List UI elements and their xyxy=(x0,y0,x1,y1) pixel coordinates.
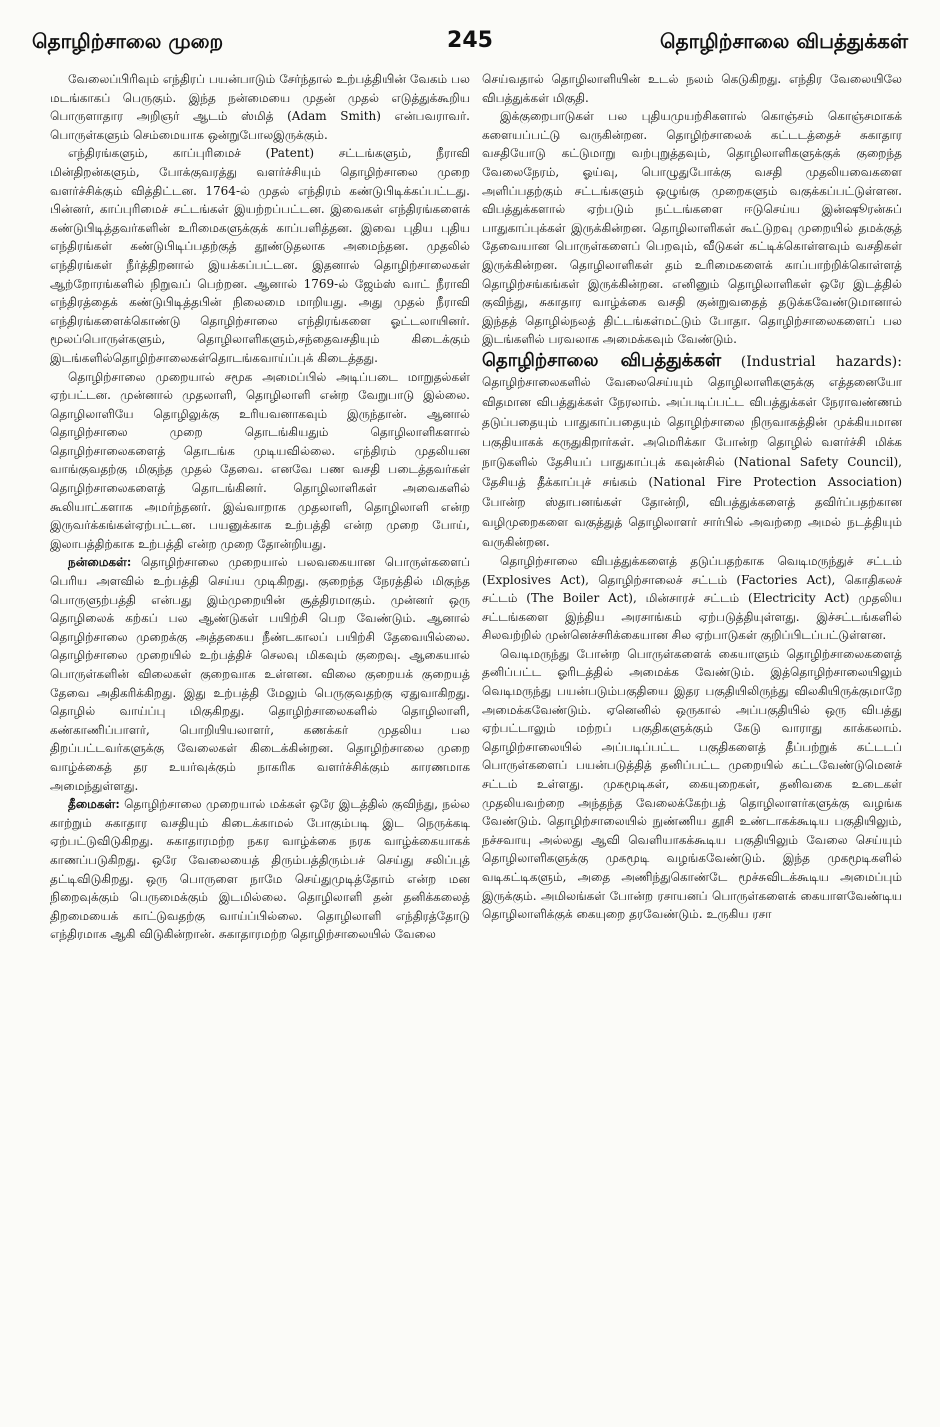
hazards-intro-text: தொழிற்சாலைகளில் வேலைசெய்யும் தொழிலாளிகளுக்கு எத்தனையோ விதமான விபத்துக்கள் நேரலாம். அப்படிப்பட்ட விபத்துக்கள் நேராவண்ணம் தடுப்பதையும் பாதுகாப்பதையும் தொழிற்சாலை நிருவாகத்தின் முக்கியமான பகுதியாகக் கருதுகிறார்கள். அமெரிக்கா போன்ற தொழில் வளர்ச்சி மிக்க நாடுகளில் தேசியப் பாதுகாப்புக் கவுன்சில் (National Safety Council), தேசியத் தீக்காப்புச் சங்கம் (National Fire Protection Association) போன்ற ஸ்தாபனங்கள் தோன்றி, விபத்துக்களைத் தவிர்ப்பதற்கான வழிமுறைகளை வகுத்துத் தொழிலாளர் சார்பில் அவற்றை அமல் நடத்தியும் வருகின்றன. xyxy=(482,374,902,549)
paragraph-explosives-precautions: வெடிமருந்து போன்ற பொருள்களைக் கையாளும் தொழிற்சாலைகளைத் தனிப்பட்ட ஓரிடத்தில் அமைக்க வேண்டும். இத்தொழிற்சாலையிலும் வெடிமருந்து பயன்படும்பகுதியை இதர பகுதியிலிருந்து விலகியிருக்குமாறே அமைக்கவேண்டும். ஏனெனில் ஒருகால் அப்பகுதியில் ஒரு விபத்து ஏற்பட்டாலும் மற்றப் பகுதிகளுக்கும் கேடு வாராது காக்கலாம். தொழிற்சாலையில் அப்படிப்பட்ட பகுதிகளைத் தீப்பற்றுக் கட்டடப் பொருள்களைப் பயன்படுத்தித் தனிப்பட்ட முறையில் கட்டவேண்டுமெனச் சட்டம் உள்ளது. முகமூடிகள், கையுறைகள், தனிவகை உடைகள் முதலியவற்றை அந்தந்த வேலைக்கேற்பத் தொழிலாளர்களுக்கு வழங்க வேண்டும். தொழிற்சாலையில் நுண்ணிய தூசி உண்டாகக்கூடிய பகுதியிலும், நச்சவாயு அல்லது ஆவி வெளியாகக்கூடிய பகுதியிலும் வேலை செய்யும் தொழிலாளிகளுக்கு முகமூடி வழங்கவேண்டும். இந்த முகமூடிகளில் வடிகட்டிகளும், அதை அணிந்துகொண்டே மூச்சுவிடக்கூடிய அமைப்பும் இருக்கும். அமிலங்கள் போன்ற ரசாயனப் பொருள்களைக் கையாளவேண்டிய தொழிலாளிக்குக் கையுறை தரவேண்டும். உருகிய ரசா xyxy=(482,646,902,922)
paragraph-division-of-labour: வேலைப்பிரிவும் எந்திரப் பயன்பாடும் சேர்ந்தால் உற்பத்தியின் வேகம் பல மடங்காகப் பெருகும். இந்த நன்மையை முதன் முதல் எடுத்துக்கூறிய பொருளாதார அறிஞர் ஆடம் ஸ்மித் (Adam Smith) என்பவராவர். பொருள்களும் செம்மையாக ஒன்றுபோலஇருக்கும். xyxy=(50,72,470,142)
paragraph-continuation: செய்வதால் தொழிலாளியின் உடல் நலம் கெடுகிறது. எந்திர வேலையிலே விபத்துக்கள் மிகுதி. xyxy=(482,72,902,105)
advantages-text: தொழிற்சாலை முறையால் பலவகையான பொருள்களைப் பெரிய அளவில் உற்பத்தி செய்ய முடிகிறது. குறைந்த நேரத்தில் மிகுந்த பொருளுற்பத்தி என்பது இம்முறையின் சூத்திரமாகும். முன்னர் ஒரு தொழிலைக் கற்கப் பல ஆண்டுகள் பயிற்சி பெற வேண்டும். ஆனால் தொழிற்சாலை முறைக்கு அத்தகைய நீண்டகாலப் பயிற்சி தேவையில்லை. தொழிற்சாலை முறையில் உற்பத்திச் செலவு மிகவும் குறைவு. ஆகையால் பொருள்களின் விலைகள் குறைவாக உள்ளன. விலை குறையக் குறையத் தேவை அதிகரிக்கிறது. இது உற்பத்தி மேலும் பெருகுவதற்கு ஏதுவாகிறது. தொழில் வாய்ப்பு மிகுகிறது. தொழிற்சாலைகளில் தொழிலாளி, கண்காணிப்பாளர், பொறியியலாளர், கணக்கர் முதலிய பல திறப்பட்டவர்களுக்கு வேலைகள் கிடைக்கின்றன. தொழிற்சாலை முறை வாழ்க்கைத் தர உயர்வுக்கும் நாகரிக வளர்ச்சிக்கும் காரணமாக அமைந்துள்ளது. xyxy=(50,555,470,793)
page-number: 245 xyxy=(447,28,493,53)
paragraph-machines-patents: எந்திரங்களும், காப்புரிமைச் (Patent) சட்டங்களும், நீராவி மின்திறன்களும், போக்குவரத்து வளர்ச்சியும் தொழிற்சாலை முறை வளர்ச்சிக்கும் வித்திட்டன. 1764-ல் முதல் எந்திரம் கண்டுபிடிக்கப்பட்டது. பின்னர், காப்புரிமைச் சட்டங்கள் இயற்றப்பட்டன. இவைகள் எந்திரங்களைக் கண்டுபிடித்தவர்களின் உரிமைகளுக்குக் காப்பளித்தன. இவை புதிய புதிய எந்திரங்கள் கண்டுபிடிப்பதற்குத் தூண்டுதலாக அமைந்தன. முதலில் எந்திரங்கள் நீர்த்திறனால் இயக்கப்பட்டன. இதனால் தொழிற்சாலைகள் ஆற்றோரங்களில் நிறுவப் பெற்றன. ஆனால் 1769-ல் ஜேம்ஸ் வாட் நீராவி எந்திரத்தைக் கண்டுபிடித்தபின் நிலைமை மாறியது. அது முதல் நீராவி எந்திரங்களைக்கொண்டு தொழிற்சாலை எந்திரங்களை ஓட்டலாயினர். மூலப்பொருள்களும், தொழிலாளிகளும்,சந்தைவசதியும் கிடைக்கும் இடங்களில்தொழிற்சாலைகள்தொடங்கவாய்ப்புக் கிடைத்தது. xyxy=(50,146,470,365)
left-column xyxy=(50,70,470,1410)
paragraph-reforms: இக்குறைபாடுகள் பல புதியமுயற்சிகளால் கொஞ்சம் கொஞ்சமாகக் களையப்பட்டு வருகின்றன. தொழிற்சாலைக் கட்டடத்தைச் சுகாதார வசதியோடு கட்டுமாறு வற்புறுத்தவும், தொழிலாளிகளுக்குக் குறைந்த வேலைநேரம், ஓய்வு, பொழுதுபோக்கு வசதி முதலியவைகளை அளிப்பதற்கும் சட்டங்களும் ஒழுங்கு முறைகளும் வகுக்கப்பட்டுள்ளன. விபத்துக்களால் ஏற்படும் நட்டங்களை ஈடுசெய்ய இன்ஷூரன்சுப் பாதுகாப்புக்கள் இருக்கின்றன. தொழிலாளிகள் கூட்டுறவு முறையில் தமக்குத் தேவையான பொருள்களைப் பெறவும், வீடுகள் கட்டிக்கொள்ளவும் வசதிகள் இருக்கின்றன. தொழிலாளிகள் தம் உரிமைகளைக் காப்பாற்றிக்கொள்ளத் தொழிற்சங்கங்கள் இருக்கின்றன. எனினும் தொழிலாளிகள் ஒரே இடத்தில் குவிந்து, சுகாதார வாழ்க்கை வசதி குன்றுவதைத் தடுக்கவேண்டுமானால் இந்தத் தொழில்நலத் திட்டங்கள்மட்டும் போதா. தொழிற்சாலைகளைப் பல இடங்களில் பரவலாக அமைக்கவும் வேண்டும். xyxy=(482,109,902,347)
paragraph-advantages xyxy=(50,553,470,795)
paragraph-disadvantages xyxy=(50,795,470,944)
paragraph-social-change: தொழிற்சாலை முறையால் சமூக அமைப்பில் அடிப்படை மாறுதல்கள் ஏற்பட்டன. முன்னால் முதலாளி, தொழிலாளி என்ற வேறுபாடு இல்லை. தொழிலாளியே தொழிலுக்கு உரியவனாகவும் இருந்தான். ஆனால் தொழிற்சாலை முறை தொடங்கியதும் தொழிலாளிகளால் தொழிற்சாலைகளைத் தொடங்க முடியவில்லை. எந்திரம் முதலியன வாங்குவதற்கு மிகுந்த முதல் தேவை. எனவே பண வசதி படைத்தவர்கள் தொழிற்சாலைகளைத் தொடங்கினர். தொழிலாளிகள் அவைகளில் கூலியாட்களாக அமர்ந்தனர். இவ்வாறாக முதலாளி, தொழிலாளி என்ற இருவர்க்கங்கள்ஏற்பட்டன. பயனுக்காக உற்பத்தி என்ற முறை போய், இலாபத்திற்காக உற்பத்தி என்ற முறை தோன்றியது. xyxy=(50,369,470,551)
advantages-label: நன்மைகள்: xyxy=(68,555,132,570)
disadvantages-label: தீமைகள்: xyxy=(68,797,120,812)
page-header xyxy=(32,26,908,60)
running-head-right: தொழிற்சாலை விபத்துக்கள் xyxy=(660,29,908,53)
section-heading-industrial-hazards xyxy=(482,351,902,552)
right-column xyxy=(482,70,902,1410)
disadvantages-text: தொழிற்சாலை முறையால் மக்கள் ஒரே இடத்தில் குவிந்து, நல்ல காற்றும் சுகாதார வசதியும் கிடைக்காமல் போகும்படி இட நெருக்கடி ஏற்பட்டுவிடுகிறது. சுகாதாரமற்ற நகர வாழ்க்கை நரக வாழ்க்கையாகக் காணப்படுகிறது. ஒரே வேலையைத் திரும்பத்திரும்பச் செய்து சலிப்புத் தட்டிவிடுகிறது. ஒரு பொருளை நாமே செய்துமுடித்தோம் என்ற மன நிறைவுக்கும் பெருமைக்கும் இடமில்லை. தொழிலாளி தன் தனிக்கலைத் திறமையைக் காட்டுவதற்கு வாய்ப்பில்லை. தொழிலாளி எந்திரத்தோடு எந்திரமாக ஆகி விடுகின்றான். சுகாதாரமற்ற தொழிற்சாலையில் வேலை xyxy=(50,797,470,942)
running-head-left: தொழிற்சாலை முறை xyxy=(32,29,224,53)
paragraph-safety-acts: தொழிற்சாலை விபத்துக்களைத் தடுப்பதற்காக வெடிமருந்துச் சட்டம் (Explosives Act), தொழிற்சாலைச் சட்டம் (Factories Act), கொதிகலச் சட்டம் (The Boiler Act), மின்சாரச் சட்டம் (Electricity Act) முதலிய சட்டங்களை இந்திய அரசாங்கம் ஏற்படுத்தியுள்ளது. இச்சட்டங்களில் சிலவற்றில் முன்னெச்சரிக்கையான சில ஏற்பாடுகள் குறிப்பிடப்பட்டுள்ளன. xyxy=(482,553,902,643)
section-title: தொழிற்சாலை விபத்துக்கள் xyxy=(482,349,722,371)
section-title-english: (Industrial hazards): xyxy=(740,353,902,370)
